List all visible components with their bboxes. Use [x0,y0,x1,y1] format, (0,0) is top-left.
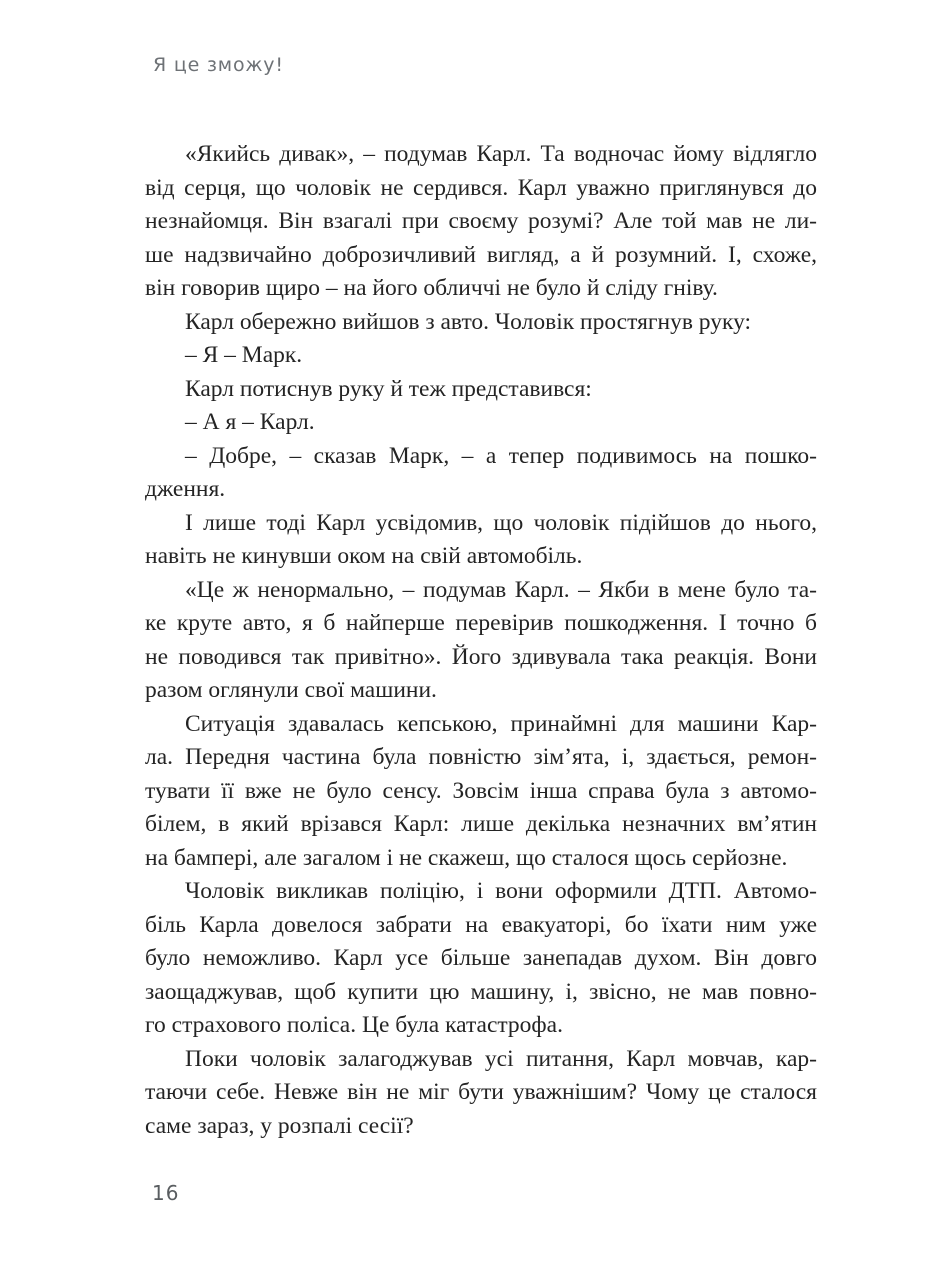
text-line: на бампері, але загалом і не скажеш, що сталося щось серйозне. [145,844,788,871]
text-line: Чоловік викликав поліцію, і вони оформили ДТП. Автомо- [185,878,817,904]
paragraph [145,138,817,306]
text-line: біль Карла довелося забрати на евакуаторі, бо їхати ним уже [145,911,817,938]
paragraph [145,875,817,1043]
body-text [145,138,817,1143]
text-line: дження. [145,476,226,502]
paragraph [145,1043,817,1144]
text-line: таючи себе. Невже він не міг бути уважнішим? Чому це сталося [145,1079,817,1105]
paragraph [145,440,817,507]
text-line: – А я – Карл. [185,409,315,435]
text-line: незнайомця. Він взагалі при своєму розумі? Але той мав не ли- [145,208,817,234]
text-line: Карл обережно вийшов з авто. Чоловік простягнув руку: [185,308,752,335]
text-line: Поки чоловік залагоджував усі питання, Карл мовчав, кар- [185,1045,817,1072]
text-line: було неможливо. Карл усе більше занепадав духом. Він довго [145,945,817,971]
running-header: Я це зможу! [153,54,284,76]
text-line: він говорив щиро – на його обличчі не було й сліду гніву. [145,275,718,301]
paragraph [145,373,817,407]
text-line: ке круте авто, я б найперше перевірив пошкодження. І точно б [145,610,817,636]
text-line: «Якийсь дивак», – подумав Карл. Та водночас йому відлягло [185,141,817,167]
text-line: тувати її вже не було сенсу. Зовсім інша справа була з автомо- [145,777,817,804]
text-line: заощаджував, щоб купити цю машину, і, звісно, не мав повно- [145,978,817,1005]
text-line: «Це ж ненормально, – подумав Карл. – Якби в мене було та- [185,576,817,603]
text-line: – Я – Марк. [185,342,303,368]
paragraph [145,406,817,440]
paragraph [145,507,817,574]
text-line: Ситуація здавалась кепською, принаймні для машини Кар- [185,710,817,737]
text-line: Карл потиснув руку й теж представився: [185,375,592,402]
paragraph [145,339,817,373]
text-line: білем, в який врізався Карл: лише декілька незначних вм’ятин [145,811,817,837]
page-number: 16 [152,1181,180,1205]
text-line: го страхового поліса. Це була катастрофа. [145,1012,563,1038]
text-line: ла. Передня частина була повністю зім’ята, і, здається, ремон- [145,744,817,770]
paragraph [145,708,817,876]
text-line: ше надзвичайно доброзичливий вигляд, а й розумний. І, схоже, [145,241,817,268]
text-line: саме зараз, у розпалі сесії? [145,1112,414,1139]
text-line: від серця, що чоловік не сердився. Карл уважно приглянувся до [145,174,817,201]
text-line: не поводився так привітно». Його здивувала така реакція. Вони [145,643,817,670]
paragraph [145,306,817,340]
text-line: І лише тоді Карл усвідомив, що чоловік підійшов до нього, [185,509,817,536]
paragraph [145,574,817,708]
text-line: разом оглянули свої машини. [145,677,437,703]
text-line: – Добре, – сказав Марк, – а тепер подивимось на пошко- [185,442,817,469]
text-line: навіть не кинувши оком на свій автомобіль. [145,543,583,569]
